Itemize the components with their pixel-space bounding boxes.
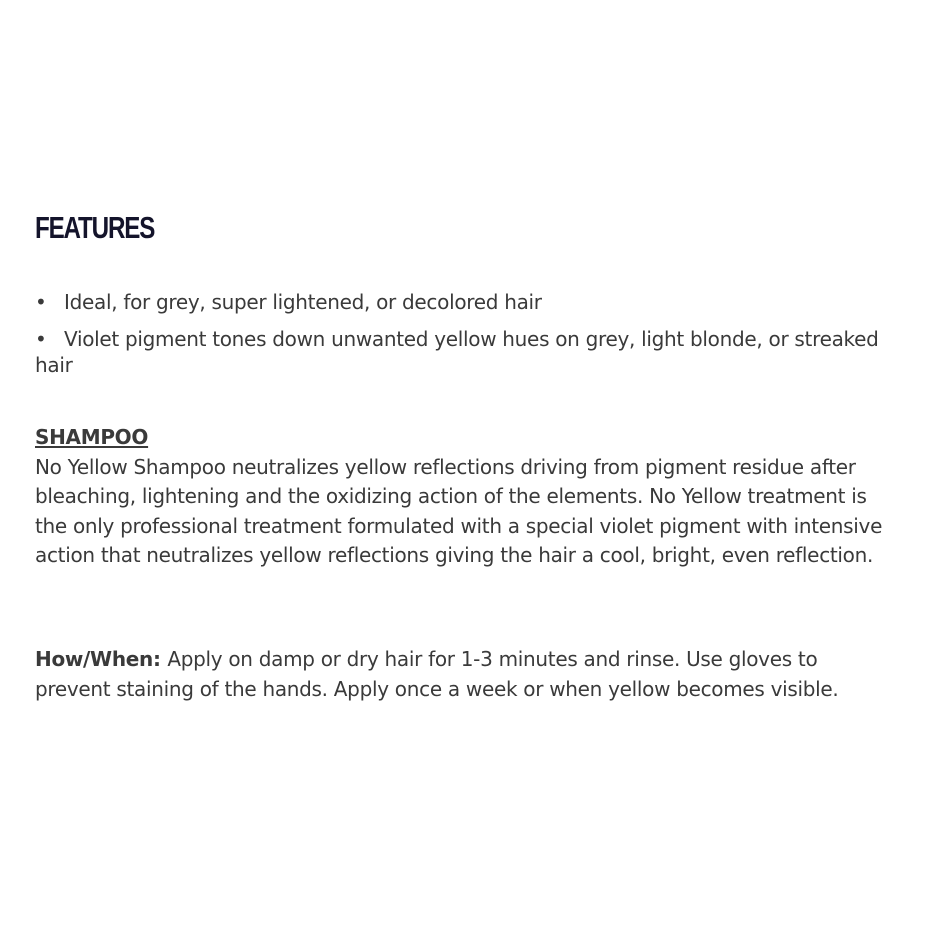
feature-text: Violet pigment tones down unwanted yellow hues on grey, light blonde, or streaked hair <box>35 327 879 377</box>
shampoo-description: No Yellow Shampoo neutralizes yellow reflections driving from pigment residue after bleaching, lightening and the oxidizing action of the elements. No Yellow treatment is the only professional treatment formulated with a special violet pigment with intensive action that neutralizes yellow reflections giving the hair a cool, bright, even reflection. <box>35 454 883 568</box>
how-when-text: Apply on damp or dry hair for 1-3 minutes and rinse. Use gloves to prevent staining of the hands. Apply once a week or when yellow becomes visible. <box>35 647 839 701</box>
list-item <box>35 289 880 315</box>
how-when-section <box>35 645 885 704</box>
list-item <box>35 326 880 378</box>
how-when-label: How/When: <box>35 647 168 671</box>
bullet-icon: • <box>35 327 47 351</box>
feature-text: Ideal, for grey, super lightened, or decolored hair <box>64 290 542 314</box>
shampoo-section <box>35 423 885 571</box>
features-heading: FEATURES <box>35 210 155 245</box>
bullet-icon: • <box>35 290 47 314</box>
shampoo-title: SHAMPOO <box>35 425 149 449</box>
features-list <box>35 289 880 389</box>
